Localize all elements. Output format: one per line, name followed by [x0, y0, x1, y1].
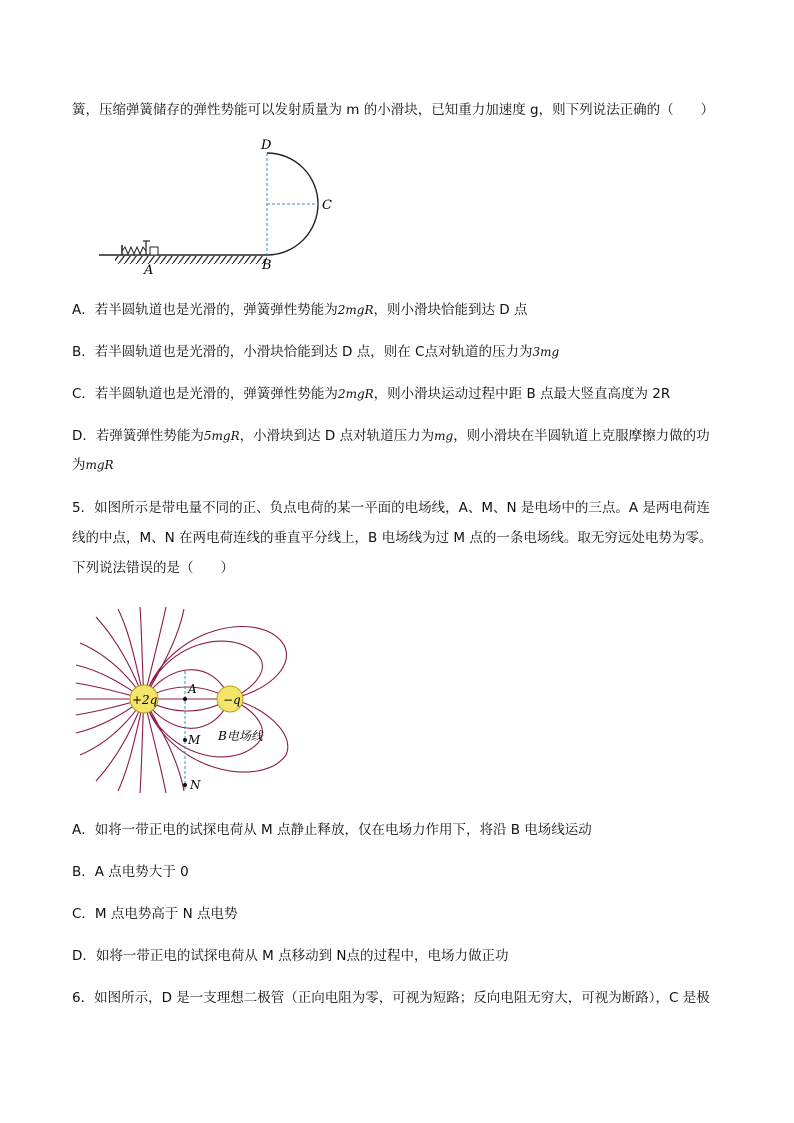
q4-option-a: A．若半圆轨道也是光滑的，弹簧弹性势能为2mgR，则小滑块恰能到达 D 点 — [72, 302, 528, 318]
q4-stem-tail: 簧，压缩弹簧储存的弹性势能可以发射质量为 m 的小滑块，已知重力加速度 g，则下列说法正确的（ ） — [72, 102, 715, 118]
point-A — [183, 697, 187, 701]
q4-option-c: C．若半圆轨道也是光滑的，弹簧弹性势能为2mgR，则小滑块运动过程中距 B 点最大竖直高度为 2R — [72, 386, 671, 402]
q5-stem-line3: 下列说法错误的是（ ） — [72, 560, 234, 576]
q5-stem-line2: 线的中点，M、N 在两电荷连线的垂直平分线上，B 电场线为过 M 点的一条电场线。取无穷远处电势为零。 — [72, 530, 713, 546]
label-N: N — [190, 778, 201, 792]
q4-option-d-line1: D．若弹簧弹性势能为5mgR，小滑块到达 D 点对轨道压力为mg，则小滑块在半圆轨道上克服摩擦力做的功 — [72, 428, 710, 444]
positive-charge-label: +2q — [132, 693, 158, 707]
q5-option-c: C．M 点电势高于 N 点电势 — [72, 906, 238, 922]
q5-field-line-figure — [72, 605, 297, 795]
slider-block — [150, 247, 158, 255]
ground-hatching — [115, 256, 267, 264]
label-M: M — [188, 733, 201, 747]
q5-option-d: D．如将一带正电的试探电荷从 M 点移动到 N点的过程中，电场力做正功 — [72, 948, 509, 964]
q4-track-figure — [95, 135, 345, 280]
q4-option-d-line2: 为mgR — [72, 457, 114, 473]
label-b-field-line: B电场线 — [218, 729, 263, 743]
label-B: B — [262, 258, 272, 273]
q5-option-b: B．A 点电势大于 0 — [72, 864, 189, 880]
q6-stem-line1: 6．如图所示，D 是一支理想二极管（正向电阻为零，可视为短路；反向电阻无穷大，可视为断路），C 是极 — [72, 990, 710, 1006]
q4-option-b: B．若半圆轨道也是光滑的，小滑块恰能到达 D 点，则在 C点对轨道的压力为3mg — [72, 344, 560, 360]
label-A: A — [188, 682, 197, 696]
negative-charge-label: −q — [223, 693, 241, 707]
q5-stem-line1: 5．如图所示是带电量不同的正、负点电荷的某一平面的电场线，A、M、N 是电场中的三点。A 是两电荷连 — [72, 500, 710, 516]
label-D: D — [261, 138, 272, 153]
label-A: A — [144, 263, 154, 278]
field-lines — [76, 607, 288, 793]
point-M — [183, 738, 187, 742]
spring — [122, 247, 146, 254]
q5-option-a: A．如将一带正电的试探电荷从 M 点静止释放，仅在电场力作用下，将沿 B 电场线运动 — [72, 822, 592, 838]
label-C: C — [322, 198, 332, 213]
point-N — [183, 783, 187, 787]
